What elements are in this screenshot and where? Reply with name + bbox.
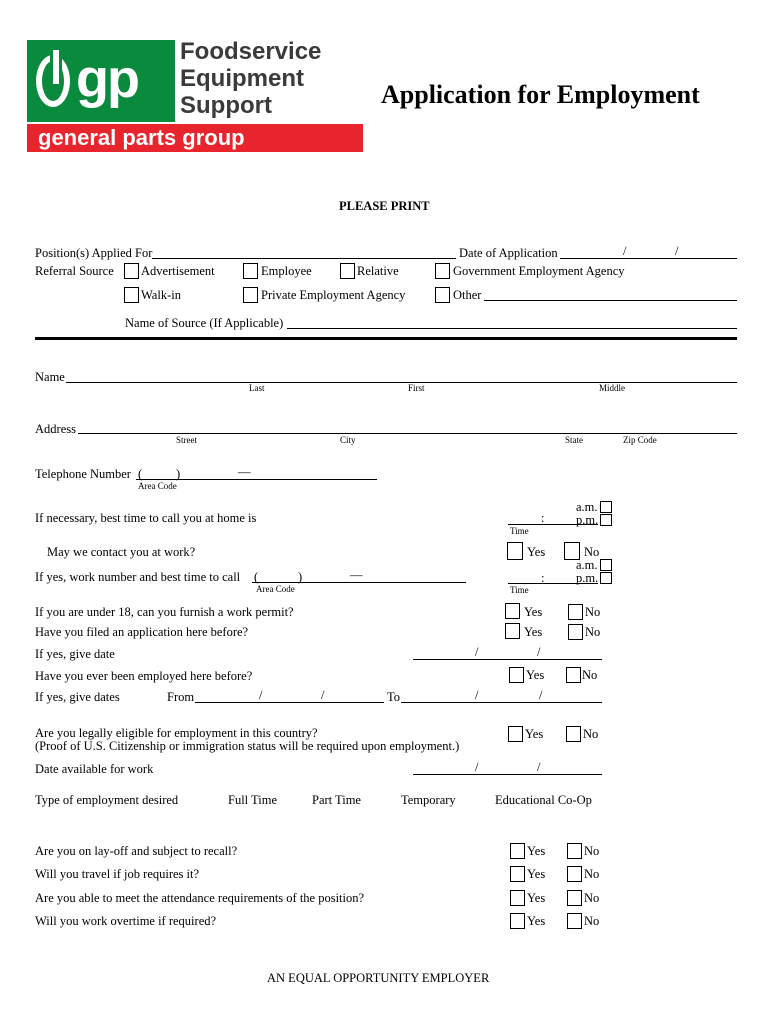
from-label: From (167, 690, 195, 704)
address-zip-caption: Zip Code (623, 435, 657, 445)
type-of-employment-label: Type of employment desired (35, 793, 179, 807)
overtime-no-checkbox[interactable] (567, 913, 582, 929)
attendance-no-checkbox[interactable] (567, 890, 582, 906)
educational-coop-option[interactable]: Educational Co-Op (495, 793, 592, 807)
attendance-label: Are you able to meet the attendance requirements of the position? (35, 891, 365, 905)
under-18-no-checkbox[interactable] (568, 604, 583, 620)
work-paren-open: ( (254, 570, 259, 584)
attendance-no-label: No (584, 891, 600, 905)
under-18-yes-label: Yes (524, 605, 543, 619)
name-middle-caption: Middle (599, 383, 625, 393)
filed-before-no-checkbox[interactable] (568, 624, 583, 640)
logo-tagline (180, 38, 321, 119)
legally-eligible-no-checkbox[interactable] (566, 726, 581, 742)
private-agency-checkbox[interactable] (243, 287, 258, 303)
address-city-caption: City (340, 435, 356, 445)
page-title: Application for Employment (381, 80, 700, 109)
name-of-source-label: Name of Source (If Applicable) (125, 316, 284, 330)
travel-yes-checkbox[interactable] (510, 866, 525, 882)
equal-opportunity-footer: AN EQUAL OPPORTUNITY EMPLOYER (267, 971, 490, 985)
pm-checkbox[interactable] (600, 514, 612, 526)
pm-label: p.m. (576, 513, 599, 527)
employed-before-no-checkbox[interactable] (566, 667, 581, 683)
attendance-yes-checkbox[interactable] (510, 890, 525, 906)
travel-yes-label: Yes (527, 867, 546, 881)
work-pm-label: p.m. (576, 571, 599, 585)
overtime-yes-label: Yes (527, 914, 546, 928)
logo-line-2: Equipment (180, 65, 304, 92)
government-agency-checkbox[interactable] (435, 263, 450, 279)
layoff-label: Are you on lay-off and subject to recall? (35, 844, 238, 858)
private-agency-label: Private Employment Agency (261, 288, 406, 302)
work-time-caption: Time (510, 585, 529, 595)
logo-line-1: Foodservice (180, 38, 322, 65)
proof-note: (Proof of U.S. Citizenship or immigration status will be required upon employment.) (35, 739, 460, 753)
logo-line-3: Support (180, 92, 272, 119)
date-of-application-field[interactable] (560, 258, 737, 259)
best-time-home-label: If necessary, best time to call you at home is (35, 511, 257, 525)
employed-before-label: Have you ever been employed here before? (35, 669, 253, 683)
attendance-yes-label: Yes (527, 891, 546, 905)
area-code-caption: Area Code (138, 481, 177, 491)
referral-source-label: Referral Source (35, 264, 114, 278)
filed-before-yes-checkbox[interactable] (505, 623, 520, 639)
name-of-source-field[interactable] (287, 328, 737, 329)
to-date-field[interactable] (401, 702, 602, 703)
relative-label: Relative (357, 264, 399, 278)
work-number-field[interactable] (252, 582, 466, 583)
employed-before-yes-label: Yes (526, 668, 545, 682)
date-available-label: Date available for work (35, 762, 154, 776)
logo-mark: gp (76, 49, 138, 109)
contact-at-work-yes-checkbox[interactable] (507, 542, 523, 560)
other-checkbox[interactable] (435, 287, 450, 303)
full-time-option[interactable]: Full Time (228, 793, 277, 807)
overtime-label: Will you work overtime if required? (35, 914, 217, 928)
telephone-field[interactable] (136, 479, 377, 480)
employed-before-yes-checkbox[interactable] (509, 667, 524, 683)
telephone-paren-close: ) (176, 467, 181, 481)
if-yes-date-label: If yes, give date (35, 647, 115, 661)
power-icon-bar (50, 50, 62, 84)
date-available-sep: / (537, 760, 541, 774)
layoff-no-label: No (584, 844, 600, 858)
to-date-sep: / (475, 688, 479, 702)
employee-label: Employee (261, 264, 312, 278)
telephone-label: Telephone Number (35, 467, 131, 481)
legally-eligible-yes-label: Yes (525, 727, 544, 741)
section-divider (35, 337, 737, 340)
date-of-application-label: Date of Application (459, 246, 558, 260)
to-date-sep: / (539, 688, 543, 702)
name-field[interactable] (66, 382, 737, 383)
other-label: Other (453, 288, 482, 302)
address-label: Address (35, 422, 76, 436)
layoff-yes-checkbox[interactable] (510, 843, 525, 859)
under-18-yes-checkbox[interactable] (505, 603, 520, 619)
date-available-sep: / (475, 760, 479, 774)
travel-no-label: No (584, 867, 600, 881)
travel-no-checkbox[interactable] (567, 866, 582, 882)
work-paren-close: ) (298, 570, 303, 584)
temporary-option[interactable]: Temporary (401, 793, 456, 807)
filed-date-sep: / (537, 645, 541, 659)
legally-eligible-no-label: No (583, 727, 599, 741)
position-field[interactable] (152, 258, 456, 259)
name-first-caption: First (408, 383, 425, 393)
legally-eligible-yes-checkbox[interactable] (508, 726, 523, 742)
date-separator: / (675, 244, 679, 258)
name-label: Name (35, 370, 65, 384)
layoff-yes-label: Yes (527, 844, 546, 858)
please-print-label: PLEASE PRINT (339, 199, 430, 213)
date-available-field[interactable] (413, 774, 602, 775)
logo-banner-text: general parts group (38, 125, 245, 150)
advertisement-checkbox[interactable] (124, 263, 139, 279)
employee-checkbox[interactable] (243, 263, 258, 279)
filed-date-field[interactable] (413, 659, 602, 660)
contact-at-work-yes-label: Yes (527, 545, 546, 559)
filed-before-no-label: No (585, 625, 601, 639)
time-caption: Time (510, 526, 529, 536)
date-separator: / (623, 244, 627, 258)
government-agency-label: Government Employment Agency (453, 264, 625, 278)
work-time-colon: : (541, 571, 545, 585)
part-time-option[interactable]: Part Time (312, 793, 361, 807)
from-date-sep: / (259, 688, 263, 702)
telephone-dash: — (238, 465, 251, 479)
contact-at-work-no-label: No (584, 545, 600, 559)
employed-before-no-label: No (582, 668, 598, 682)
walk-in-label: Walk-in (141, 288, 181, 302)
under-18-label: If you are under 18, can you furnish a work permit? (35, 605, 294, 619)
position-label: Position(s) Applied For (35, 246, 153, 260)
work-pm-checkbox[interactable] (600, 572, 612, 584)
from-date-sep: / (321, 688, 325, 702)
layoff-no-checkbox[interactable] (567, 843, 582, 859)
to-label: To (387, 690, 401, 704)
work-number-label: If yes, work number and best time to call (35, 570, 241, 584)
relative-checkbox[interactable] (340, 263, 355, 279)
legally-eligible-label: Are you legally eligible for employment in this country? (35, 726, 318, 740)
address-state-caption: State (565, 435, 583, 445)
filed-before-yes-label: Yes (524, 625, 543, 639)
address-field[interactable] (78, 433, 737, 434)
work-am-checkbox[interactable] (600, 559, 612, 571)
am-checkbox[interactable] (600, 501, 612, 513)
address-street-caption: Street (176, 435, 197, 445)
work-area-code-caption: Area Code (256, 584, 295, 594)
work-dash: — (350, 568, 363, 582)
telephone-paren-open: ( (138, 467, 143, 481)
name-last-caption: Last (249, 383, 265, 393)
travel-label: Will you travel if job requires it? (35, 867, 200, 881)
work-am-label: a.m. (576, 558, 598, 572)
from-date-field[interactable] (195, 702, 384, 703)
filed-before-label: Have you filed an application here before? (35, 625, 249, 639)
if-yes-dates-label: If yes, give dates (35, 690, 120, 704)
advertisement-label: Advertisement (141, 264, 215, 278)
filed-date-sep: / (475, 645, 479, 659)
walk-in-checkbox[interactable] (124, 287, 139, 303)
am-label: a.m. (576, 500, 598, 514)
overtime-no-label: No (584, 914, 600, 928)
other-field[interactable] (484, 300, 737, 301)
contact-at-work-label: May we contact you at work? (47, 545, 196, 559)
time-colon: : (541, 511, 545, 525)
overtime-yes-checkbox[interactable] (510, 913, 525, 929)
under-18-no-label: No (585, 605, 601, 619)
